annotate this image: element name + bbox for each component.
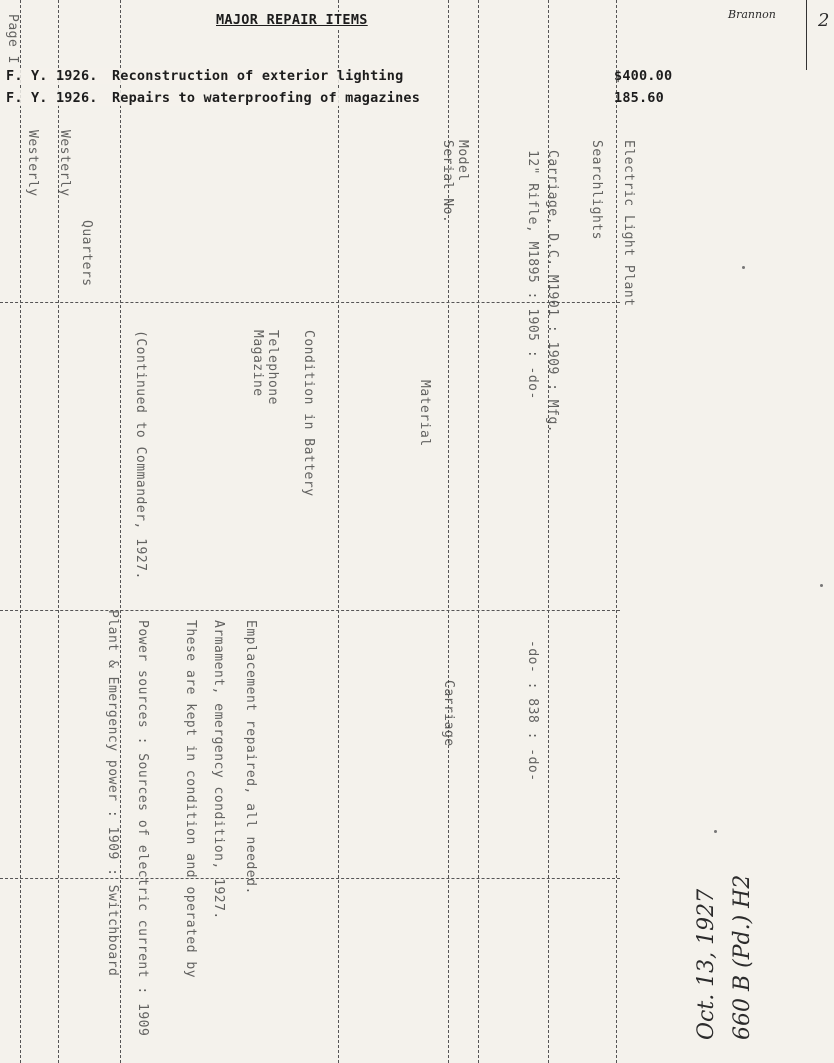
rotated-column: [545, 150, 560, 433]
handwritten-page-number: 2: [818, 10, 830, 31]
column-rule: [616, 0, 617, 1063]
rotated-line: Plant & Emergency power : 1909 : Switchboard: [105, 610, 120, 977]
repair-row: [6, 68, 673, 84]
rotated-line: Searchlights: [589, 140, 604, 240]
rotated-line: Armament, emergency condition, 1927.: [211, 620, 226, 920]
rotated-line: Page I: [5, 14, 20, 64]
rotated-column: [441, 680, 456, 747]
rotated-column: [417, 380, 432, 447]
rotated-line: Quarters: [79, 220, 94, 287]
handwritten-name: Brannon: [728, 8, 776, 21]
repair-amount: $400.00: [614, 68, 673, 84]
rotated-column: [250, 330, 280, 405]
rotated-column: [440, 140, 470, 223]
rotated-line: Carriage: [441, 680, 456, 747]
scan-speck: [742, 266, 745, 269]
repair-amount: 185.60: [614, 90, 664, 106]
rotated-line: Model: [455, 140, 470, 182]
rotated-column: [621, 140, 636, 307]
repair-description: Reconstruction of exterior lighting: [111, 68, 404, 84]
rotated-line: Serial No.: [440, 140, 455, 224]
rotated-line: Westerly: [57, 130, 72, 197]
repair-fy: F. Y. 1926.: [6, 68, 98, 84]
rotated-column: [525, 640, 540, 782]
rotated-column: [589, 140, 604, 240]
section-heading: MAJOR REPAIR ITEMS: [216, 12, 368, 28]
rotated-line: Condition in Battery: [301, 330, 316, 497]
column-rule: [338, 0, 339, 1063]
scan-speck: [714, 830, 717, 833]
scan-speck: [820, 584, 823, 587]
rotated-line: Westerly: [25, 130, 40, 197]
rotated-column: [135, 620, 150, 1036]
row-rule: [0, 610, 620, 611]
rotated-column: [301, 330, 316, 497]
column-rule: [478, 0, 479, 1063]
column-rule: [20, 0, 21, 1063]
rotated-column: [133, 330, 148, 580]
rotated-line: (Continued to Commander, 1927.: [133, 330, 148, 580]
handwritten-date: Oct. 13, 1927: [694, 888, 719, 1040]
rotated-line: Electric Light Plant: [621, 140, 636, 307]
rotated-column: [243, 620, 258, 895]
rotated-line: Magazine: [250, 330, 265, 397]
rotated-line: Telephone: [265, 330, 280, 405]
rotated-column: [5, 14, 20, 64]
repair-row: [6, 90, 664, 106]
rotated-column: [211, 620, 226, 920]
rotated-column: [25, 130, 40, 197]
rotated-line: Power sources : Sources of electric current : 1909: [135, 620, 150, 1037]
margin-rule: [806, 0, 807, 70]
rotated-line: Material: [417, 380, 432, 447]
rotated-column: [57, 130, 72, 197]
rotated-column: [105, 610, 120, 976]
handwritten-reference: 660 B (Pd.) H2: [730, 874, 755, 1040]
rotated-line: 12" Rifle, M1895 : 1905 : -do-: [525, 150, 540, 400]
row-rule: [0, 878, 620, 879]
column-rule: [120, 0, 121, 1063]
rotated-line: These are kept in condition and operated by: [183, 620, 198, 979]
repair-fy: F. Y. 1926.: [6, 90, 98, 106]
rotated-line: Emplacement repaired, all needed.: [243, 620, 258, 895]
rotated-line: Carriage, D.C. M1901 : 1909 : Mfg.: [545, 150, 560, 434]
rotated-column: [183, 620, 198, 978]
rotated-column: [79, 220, 94, 287]
rotated-line: -do- : 838 : -do-: [525, 640, 540, 782]
rotated-column: [525, 150, 540, 400]
repair-description: Repairs to waterproofing of magazines: [111, 90, 421, 106]
